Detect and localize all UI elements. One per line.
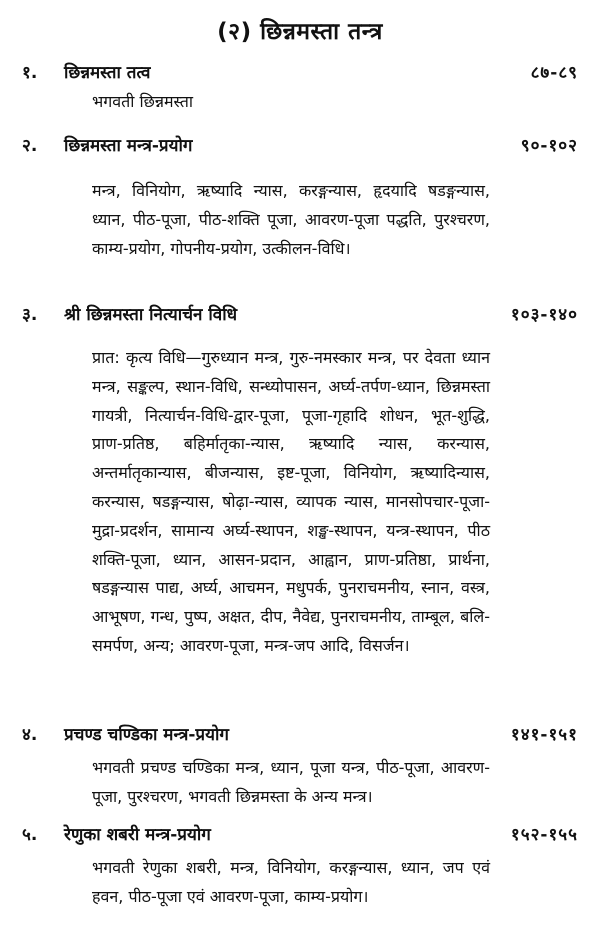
- entry-description: भगवती छिन्नमस्ता: [92, 92, 194, 111]
- entry-page-range: १५२-१५५: [510, 825, 578, 845]
- entry-description: प्रात: कृत्य विधि—गुरुध्यान मन्त्र, गुरु-नमस्कार मन्त्र, पर देवता ध्यान मन्त्र, सङ्कल्प, स्थान-विधि, सन्ध्योपासन, अर्घ्य-तर्पण-ध्यान, छिन्नमस्ता गायत्री, नित्यार्चन-विधि-द्वार-पूजा, पूजा-गृहादि शोधन, भूत-शुद्धि, प्राण-प्रतिष्ठ, बहिर्मातृका-न्यास, ऋष्यादि न्यास, करन्यास, अन्तर्मातृकान्यास, बीजन्यास, इष्ट-पूजा, विनियोग, ऋष्यादिन्यास, करन्यास, षडङ्गन्यास, षोढ़ा-न्यास, व्यापक न्यास, मानसोपचार-पूजा-मुद्रा-प्रदर्शन, सामान्य अर्घ्य-स्थापन, शङ्ख-स्थापन, यन्त्र-स्थापन, पीठ शक्ति-पूजा, ध्यान, आसन-प्रदान, आह्वान, प्राण-प्रतिष्ठा, प्रार्थना, षडङ्गन्यास पाद्य, अर्घ्य, आचमन, मधुपर्क, पुनराचमनीय, स्नान, वस्त्र, आभूषण, गन्ध, पुष्प, अक्षत, दीप, नैवेद्य, पुनराचमनीय, ताम्बूल, बलि-समर्पण, अन्य; आवरण-पूजा, मन्त्र-जप आदि, विसर्जन।: [92, 348, 490, 655]
- contents-entry-5: [0, 822, 600, 906]
- entry-description: भगवती प्रचण्ड चण्डिका मन्त्र, ध्यान, पूजा यन्त्र, पीठ-पूजा, आवरण-पूजा, पुरश्चरण, भगवती छिन्नमस्ता के अन्य मन्त्र।: [92, 758, 490, 806]
- entry-page-range: ९०-१०२: [520, 136, 578, 156]
- entry-number: १.: [22, 63, 38, 83]
- contents-entry-4: [0, 722, 600, 806]
- entry-description: भगवती रेणुका शबरी, मन्त्र, विनियोग, करङ्गन्यास, ध्यान, जप एवं हवन, पीठ-पूजा एवं आवरण-पूजा, काम्य-प्रयोग।: [92, 858, 490, 906]
- entry-header: [0, 133, 600, 163]
- entry-page-range: १०३-१४०: [510, 305, 578, 325]
- entry-heading: छिन्नमस्ता मन्त्र-प्रयोग: [64, 136, 193, 156]
- entry-heading: रेणुका शबरी मन्त्र-प्रयोग: [64, 825, 211, 845]
- section-title: (२) छिन्नमस्ता तन्त्र: [217, 19, 383, 45]
- entry-description: मन्त्र, विनियोग, ऋष्यादि न्यास, करङ्गन्यास, हृदयादि षडङ्गन्यास, ध्यान, पीठ-पूजा, पीठ-शक्ति पूजा, आवरण-पूजा पद्धति, पुरश्चरण, काम्य-प्रयोग, गोपनीय-प्रयोग, उत्कीलन-विधि।: [92, 181, 490, 258]
- entry-heading: प्रचण्ड चण्डिका मन्त्र-प्रयोग: [64, 725, 229, 745]
- entry-number: ५.: [22, 825, 38, 845]
- entry-header: [0, 722, 600, 752]
- entry-number: ४.: [22, 725, 38, 745]
- entry-heading: छिन्नमस्ता तत्व: [64, 63, 151, 83]
- entry-page-range: १४१-१५१: [510, 725, 578, 745]
- entry-header: [0, 302, 600, 332]
- contents-entry-2: [0, 133, 600, 258]
- contents-entry-1: [0, 60, 600, 111]
- entry-header: [0, 60, 600, 90]
- contents-entry-3: [0, 302, 600, 655]
- entry-number: ३.: [22, 305, 38, 325]
- entry-header: [0, 822, 600, 852]
- entry-number: २.: [22, 136, 38, 156]
- entry-heading: श्री छिन्नमस्ता नित्यार्चन विधि: [64, 305, 238, 325]
- entry-page-range: ८७-८९: [530, 63, 578, 83]
